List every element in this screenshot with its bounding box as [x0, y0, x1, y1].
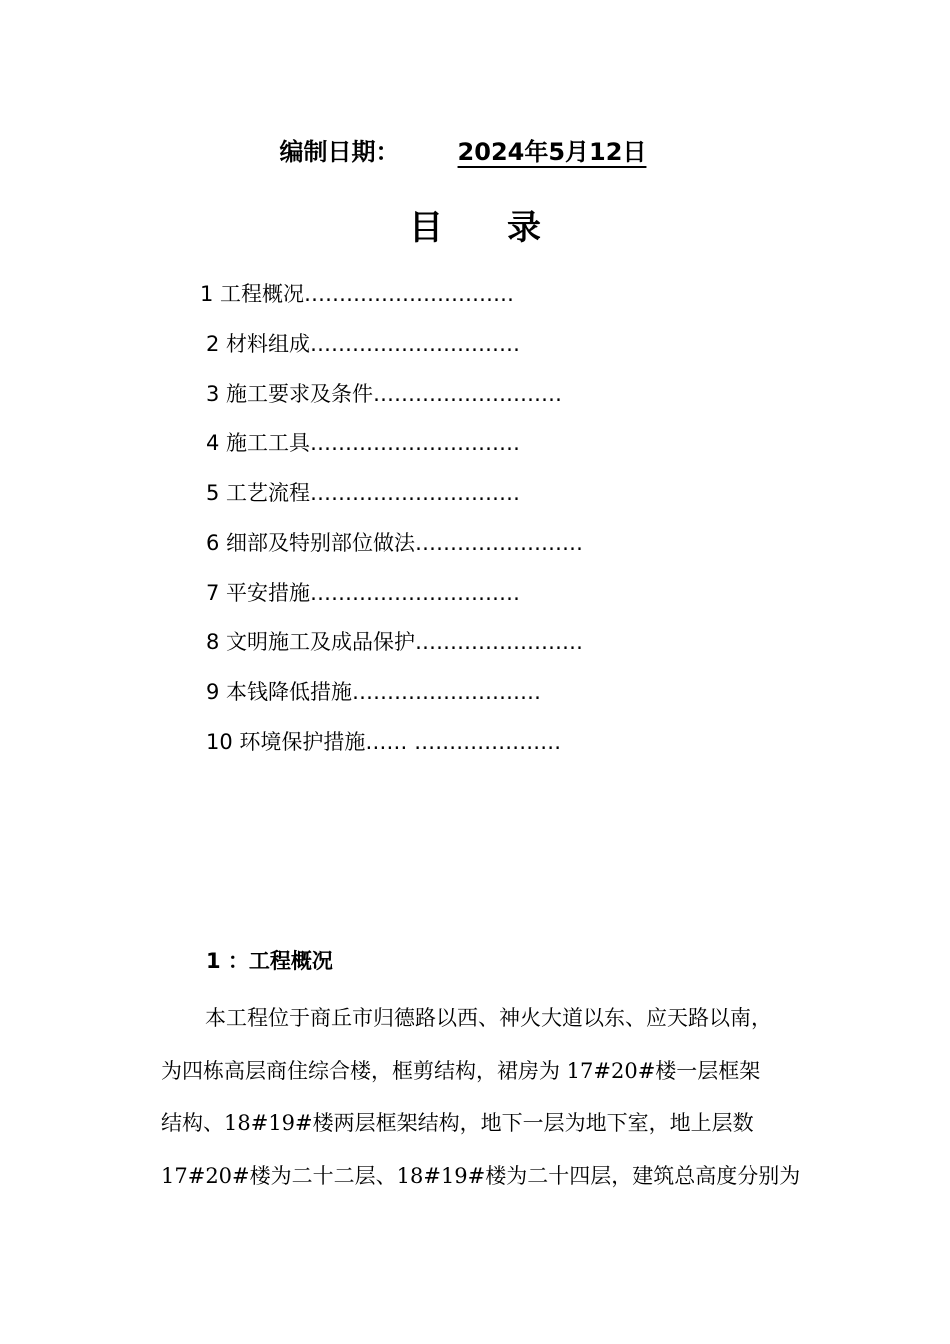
compile-date-label: 编制日期：	[279, 138, 400, 166]
body-line-1: 本工程位于商丘市归德路以西、神火大道以东、应天路以南，	[205, 1006, 772, 1030]
toc-item-3: 3 施工要求及条件………………………	[206, 382, 563, 406]
toc-item-10: 10 环境保护措施…… …………………	[206, 730, 562, 754]
toc-item-4: 4 施工工具…………………………	[206, 431, 521, 455]
toc-title: 目录	[409, 208, 605, 248]
compile-date-line	[0, 132, 950, 167]
toc-item-8: 8 文明施工及成品保护……………………	[206, 630, 584, 654]
toc-item-6: 6 细部及特别部位做法……………………	[206, 531, 584, 555]
toc-item-2: 2 材料组成…………………………	[206, 332, 521, 356]
body-line-3: 结构、18#19#楼两层框架结构，地下一层为地下室，地上层数	[161, 1111, 754, 1135]
compile-date-value: 2024年5月12日	[457, 138, 647, 166]
body-line-2: 为四栋高层商住综合楼，框剪结构，裙房为 17#20#楼一层框架	[161, 1058, 761, 1083]
toc-item-5: 5 工艺流程…………………………	[206, 481, 521, 505]
toc-item-7: 7 平安措施…………………………	[206, 581, 521, 605]
body-line-4: 17#20#楼为二十二层、18#19#楼为二十四层，建筑总高度分别为	[161, 1163, 801, 1188]
section-heading: 1 ：工程概况	[206, 949, 333, 973]
toc-item-1: 1 工程概况…………………………	[200, 282, 515, 306]
toc-item-9: 9 本钱降低措施………………………	[206, 680, 542, 704]
section-body	[161, 992, 801, 1202]
